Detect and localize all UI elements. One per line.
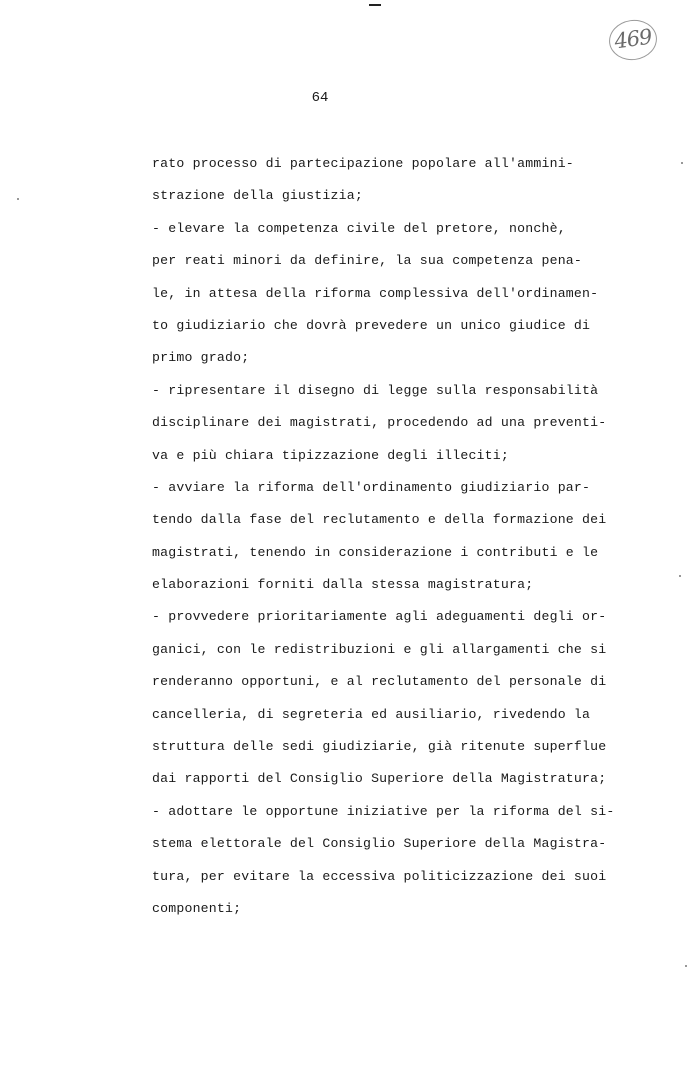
text-line: per reati minori da definire, la sua competenza pena- — [152, 253, 583, 269]
text-line: - elevare la competenza civile del pretore, nonchè, — [152, 220, 566, 236]
text-line: primo grado; — [152, 350, 250, 366]
text-line: - provvedere prioritariamente agli adeguamenti degli or- — [152, 609, 607, 625]
text-line: - avviare la riforma dell'ordinamento giudiziario par- — [152, 479, 591, 495]
scan-speck — [685, 965, 687, 967]
text-line: le, in attesa della riforma complessiva dell'ordinamen- — [152, 285, 599, 301]
text-line: elaborazioni forniti dalla stessa magistratura; — [152, 577, 534, 593]
document-body — [152, 150, 622, 927]
text-line: tura, per evitare la eccessiva politicizzazione dei suoi — [152, 868, 607, 884]
text-line: magistrati, tenendo in considerazione i contributi e le — [152, 544, 599, 560]
text-line: va e più chiara tipizzazione degli illeciti; — [152, 447, 510, 463]
text-line: - adottare le opportune iniziative per la riforma del si- — [152, 803, 615, 819]
page-number: 64 — [311, 90, 329, 106]
text-line: disciplinare dei magistrati, procedendo ad una preventi- — [152, 415, 607, 431]
text-line: rato processo di partecipazione popolare all'ammini- — [152, 156, 574, 171]
scan-speck — [17, 198, 19, 200]
archive-number-stamp — [606, 17, 659, 63]
text-line: cancelleria, di segreteria ed ausiliario, rivedendo la — [152, 706, 591, 722]
text-line: - ripresentare il disegno di legge sulla responsabilità — [152, 382, 599, 398]
scan-speck — [679, 575, 681, 577]
text-line: tendo dalla fase del reclutamento e della formazione dei — [152, 512, 607, 528]
text-line: stema elettorale del Consiglio Superiore della Magistra- — [152, 836, 607, 852]
text-line: strazione della giustizia; — [152, 188, 363, 204]
text-line: ganici, con le redistribuzioni e gli allargamenti che si — [152, 641, 607, 657]
archive-number-text: 469 — [612, 24, 653, 54]
top-edge-mark — [369, 4, 381, 6]
text-line: renderanno opportuni, e al reclutamento del personale di — [152, 674, 607, 690]
text-line: struttura delle sedi giudiziarie, già ritenute superflue — [152, 739, 607, 755]
text-line: dai rapporti del Consiglio Superiore della Magistratura; — [152, 771, 607, 787]
text-line: componenti; — [152, 900, 242, 916]
scan-speck — [681, 162, 683, 164]
text-line: to giudiziario che dovrà prevedere un unico giudice di — [152, 317, 591, 333]
